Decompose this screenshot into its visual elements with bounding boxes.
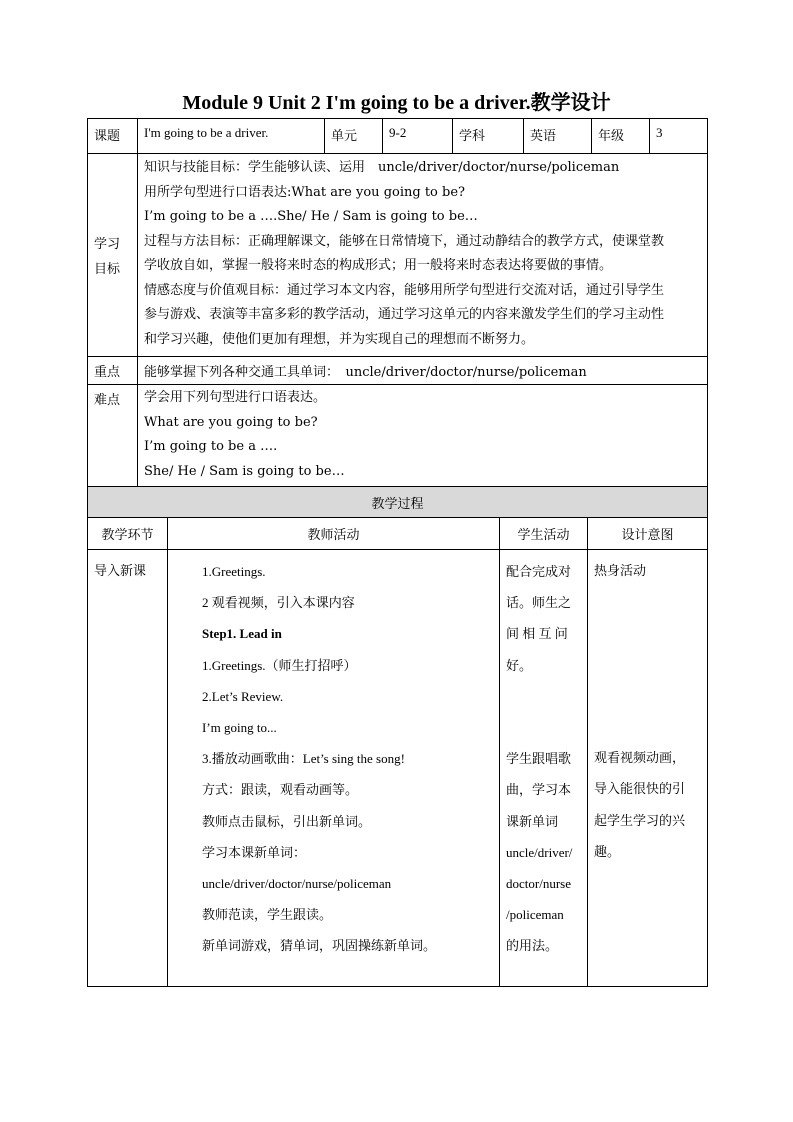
header-stage: 教学环节 (88, 518, 168, 550)
teacher-line: 1.Greetings. (202, 564, 266, 579)
student-line: 好。 (506, 657, 533, 673)
design-line (594, 587, 701, 618)
objective-line: I’m going to be a ….She/ He / Sam is going to be… (144, 209, 478, 224)
design-line: 导入能很快的引 (594, 782, 686, 798)
difficulties-content (138, 385, 708, 489)
difficulties-label: 难点 (88, 385, 138, 489)
teacher-line: 2.Let’s Review. (202, 688, 284, 704)
objective-line: 和学习兴趣，使他们更加有理想，并为实现自己的理想而不断努力。 (144, 331, 535, 347)
teacher-line: 2 观看视频，引入本课内容 (202, 595, 355, 611)
objective-line: 知识与技能目标：学生能够认读、运用 uncle/driver/doctor/nurse/policeman (144, 160, 620, 175)
student-line: uncle/driver/ (506, 844, 573, 860)
teacher-activity-cell (168, 550, 500, 987)
objective-line: 过程与方法目标：正确理解课文，能够在日常情境下，通过动静结合的教学方式，使课堂教 (144, 233, 665, 249)
difficulty-line: What are you going to be? (144, 414, 318, 430)
key-points-label: 重点 (88, 357, 138, 385)
student-activity-cell (500, 550, 588, 987)
objectives-content (138, 154, 708, 357)
student-line: 间 相 互 问 (506, 626, 568, 642)
teacher-line: Step1. Lead in (202, 626, 282, 642)
teacher-line: 学习本课新单词： (202, 844, 307, 860)
difficulty-line: I’m going to be a …. (144, 439, 278, 454)
teacher-line: 新单词游戏，猜单词，巩固操练新单词。 (202, 938, 437, 954)
unit-label: 单元 (325, 119, 383, 154)
topic-label: 课题 (88, 119, 138, 154)
objectives-label-line1: 学习 (94, 237, 121, 252)
difficulty-line: 学会用下列句型进行口语表达。 (144, 390, 327, 405)
objective-line: 情感态度与价值观目标：通过学习本文内容，能够用所学句型进行交流对话，通过引导学生 (144, 282, 665, 298)
teacher-line: 方式：跟读，观看动画等。 (202, 782, 359, 798)
info-table (87, 118, 708, 489)
difficulty-line: She/ He / Sam is going to be… (144, 463, 345, 479)
teacher-line: 教师范读，学生跟读。 (202, 907, 333, 923)
header-teacher: 教师活动 (168, 518, 500, 550)
design-line (594, 618, 701, 649)
subject-value: 英语 (524, 119, 592, 154)
design-line: 起学生学习的兴 (594, 813, 686, 829)
student-line: 曲，学习本 (506, 782, 572, 798)
student-line: 的用法。 (506, 938, 559, 954)
student-line (506, 681, 581, 712)
design-line: 观看视频动画， (594, 751, 686, 767)
student-line: 学生跟唱歌 (506, 751, 572, 767)
header-student: 学生活动 (500, 518, 588, 550)
objectives-label-line2: 目标 (94, 262, 121, 277)
student-line: 话。师生之 (506, 595, 572, 611)
design-line: 趣。 (594, 844, 621, 860)
unit-value: 9-2 (383, 119, 453, 154)
design-line: 热身活动 (594, 564, 647, 579)
student-line: 配合完成对 (506, 564, 572, 579)
teacher-line: 教师点击鼠标，引出新单词。 (202, 813, 372, 829)
page-title: Module 9 Unit 2 I'm going to be a driver.教学设计 (182, 92, 611, 114)
student-line: 课新单词 (506, 813, 559, 829)
design-line (594, 712, 701, 743)
teacher-line: I’m going to... (202, 720, 277, 736)
topic-value: I'm going to be a driver. (138, 119, 325, 154)
objective-line: 用所学句型进行口语表达:What are you going to be? (144, 184, 465, 200)
process-section-title: 教学过程 (88, 487, 708, 518)
stage-cell: 导入新课 (88, 550, 168, 987)
subject-label: 学科 (453, 119, 524, 154)
grade-label: 年级 (592, 119, 650, 154)
teacher-line: 1.Greetings.（师生打招呼） (202, 657, 357, 673)
teacher-line: 3.播放动画歌曲：Let’s sing the song! (202, 751, 405, 767)
objectives-label (88, 154, 138, 357)
design-intent-cell (588, 550, 708, 987)
objective-line: 学收放自如，掌握一般将来时态的构成形式；用一般将来时态表达将要做的事情。 (144, 258, 613, 273)
student-line: /policeman (506, 907, 564, 923)
process-table (87, 486, 708, 987)
grade-value: 3 (650, 119, 708, 154)
student-line: doctor/nurse (506, 876, 571, 891)
header-design: 设计意图 (588, 518, 708, 550)
objective-line: 参与游戏、表演等丰富多彩的教学活动，通过学习这单元的内容来激发学生们的学习主动性 (144, 307, 665, 322)
design-line (594, 681, 701, 712)
design-line (594, 650, 701, 681)
key-points-text: 能够掌握下列各种交通工具单词： uncle/driver/doctor/nurse/policeman (138, 357, 708, 385)
teacher-line: uncle/driver/doctor/nurse/policeman (202, 876, 392, 892)
student-line (506, 712, 581, 743)
